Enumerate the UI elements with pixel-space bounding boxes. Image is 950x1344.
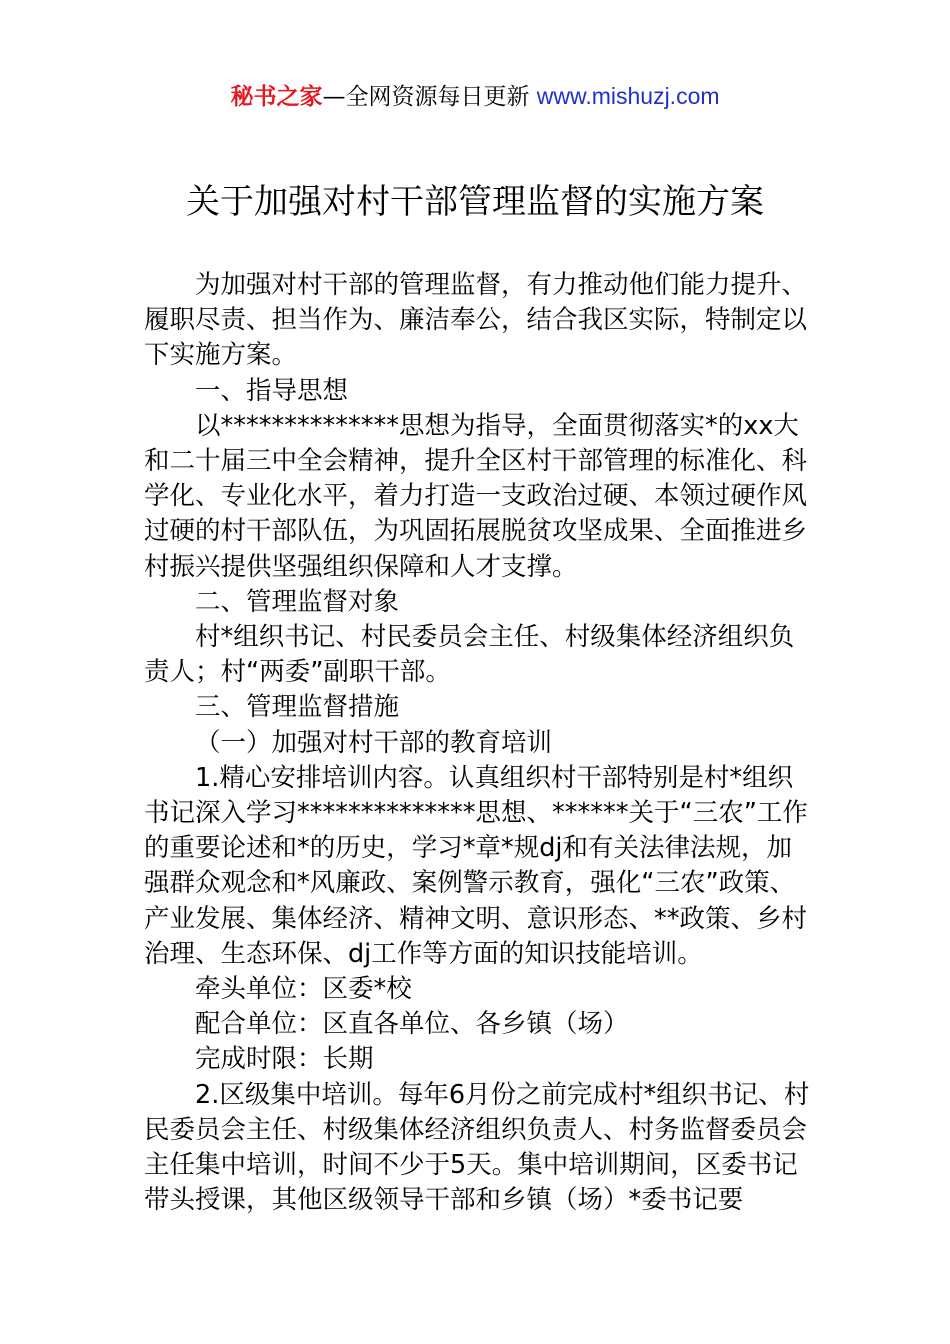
site-tagline: —全网资源每日更新: [322, 84, 537, 110]
lead-unit-line: 牵头单位：区委*校: [195, 974, 412, 1005]
section-heading-supervision-targets: 二、管理监督对象: [195, 586, 400, 617]
deadline-line: 完成时限：长期: [195, 1044, 374, 1075]
guiding-thought-paragraph: 以**************思想为指导，全面贯彻落实*的xx大和二十届三中全会精神，提升全区村干部管理的标准化、科学化、专业化水平，着力打造一支政治过硬、本领过硬作风过硬的村干部队伍，为巩固拓展脱贫攻坚成果、全面推进乡村振兴提供坚强组织保障和人才支撑。: [144, 410, 808, 582]
site-header: [0, 80, 950, 113]
district-training-paragraph: 2.区级集中培训。每年6月份之前完成村*组织书记、村民委员会主任、村级集体经济组织负责人、村务监督委员会主任集中培训，时间不少于5天。集中培训期间，区委书记带头授课，其他区级领导干部和乡镇（场）*委书记要: [144, 1079, 810, 1216]
section-heading-supervision-measures: 三、管理监督措施: [195, 692, 400, 723]
subsection-heading-training: （一）加强对村干部的教育培训: [195, 727, 553, 758]
supervision-targets-paragraph: 村*组织书记、村民委员会主任、村级集体经济组织负责人；村“两委”副职干部。: [144, 622, 795, 688]
intro-paragraph: 为加强对村干部的管理监督，有力推动他们能力提升、履职尽责、担当作为、廉洁奉公，结合我区实际，特制定以下实施方案。: [144, 270, 808, 371]
document-title: 关于加强对村干部管理监督的实施方案: [186, 182, 764, 222]
section-heading-guiding-thought: 一、指导思想: [195, 375, 349, 406]
site-url-link[interactable]: www.mishuzj.com: [536, 83, 720, 109]
site-brand: 秘书之家: [230, 84, 323, 110]
training-content-paragraph: 1.精心安排培训内容。认真组织村干部特别是村*组织书记深入学习**************思想、******关于“三农”工作的重要论述和*的历史，学习*章*规dj和有关法律法规，加强群众观念和*风廉政、案例警示教育，强化“三农”政策、产业发展、集体经济、精神文明、意识形态、**政策、乡村治理、生态环保、dj工作等方面的知识技能培训。: [144, 762, 808, 969]
document-body: [144, 268, 814, 1218]
cooperating-units-line: 配合单位：区直各单位、各乡镇（场）: [195, 1009, 629, 1040]
